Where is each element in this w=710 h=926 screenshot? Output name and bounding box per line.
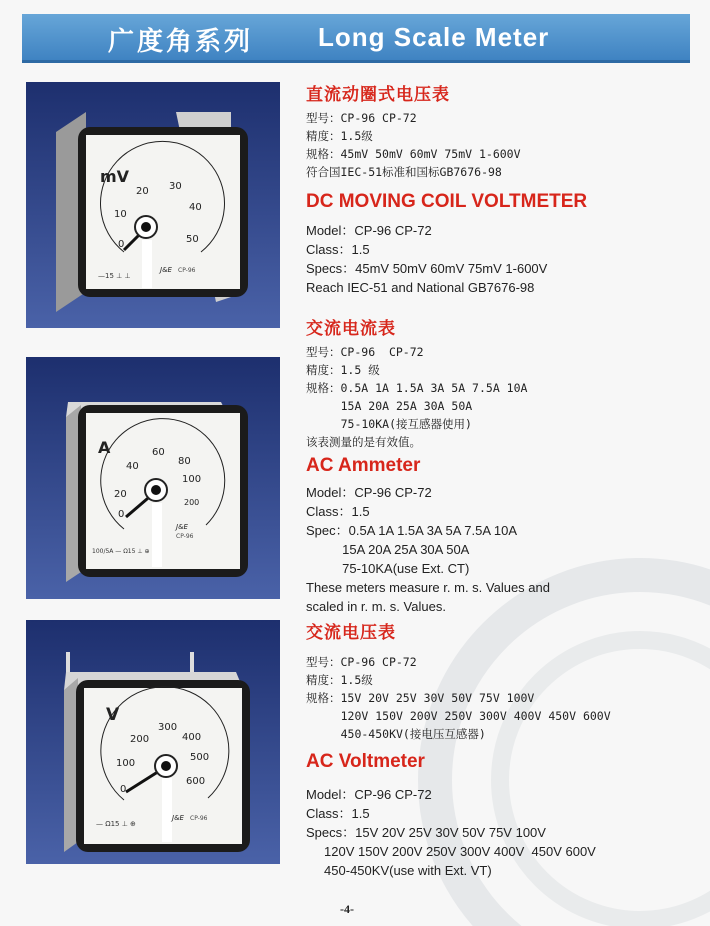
meter-scale-label: 30 [169, 181, 182, 192]
spec-line-en: Model：CP-96 CP-72 [306, 485, 432, 500]
spec-line-en: Class：1.5 [306, 504, 370, 519]
spec-line-en: Class：1.5 [306, 806, 370, 821]
meter-scale-label: 600 [186, 776, 206, 787]
section-title-cn: 交流电流表 [306, 319, 396, 339]
section-ac-ammeter [306, 314, 550, 616]
meter-photo-ac-voltmeter [26, 620, 280, 864]
spec-line-en: 15A 20A 25A 30A 50A [306, 542, 470, 557]
spec-line-cn: 精度：1.5级 [306, 673, 373, 687]
spec-line-cn: 120V 150V 200V 250V 300V 400V 450V 600V [306, 709, 611, 723]
meter-brand: J&E [160, 266, 172, 274]
spec-line-en: Model：CP-96 CP-72 [306, 787, 432, 802]
meter-scale-label: 100 [182, 474, 202, 485]
meter-photo-ac-ammeter [26, 357, 280, 599]
meter-model-mark: CP-96 [178, 267, 196, 274]
meter-unit-label: mV [100, 167, 130, 186]
meter-foot-marks: — Ω15 ⊥ ⊕ [96, 820, 136, 828]
section-title-cn: 交流电压表 [306, 623, 396, 643]
spec-line-cn: 规格：45mV 50mV 60mV 75mV 1-600V [306, 147, 521, 161]
meter-scale-label: 40 [189, 202, 202, 213]
meter-scale-label: 60 [152, 447, 165, 458]
spec-line-cn: 规格：0.5A 1A 1.5A 3A 5A 7.5A 10A [306, 381, 528, 395]
meter-scale-label: 0 [120, 784, 127, 795]
meter-scale-label: 200 [184, 498, 200, 507]
meter-foot-marks: 100/5A — Ω15 ⊥ ⊕ [92, 548, 150, 555]
page-header [22, 14, 690, 63]
spec-line-en: Spec：0.5A 1A 1.5A 3A 5A 7.5A 10A [306, 523, 518, 538]
spec-line-cn: 型号：CP-96 CP-72 [306, 345, 424, 359]
meter-unit-label: A [98, 438, 111, 457]
meter-scale-label: 100 [116, 758, 136, 769]
meter-foot-marks: —15 ⊥ ⊥ [98, 272, 131, 280]
meter-scale-label: 400 [182, 732, 202, 743]
header-title-cn: 广度角系列 [108, 27, 254, 57]
spec-line-en: 120V 150V 200V 250V 300V 400V 450V 600V [306, 844, 596, 859]
meter-scale-label: 500 [190, 752, 210, 763]
spec-line-en: Specs：45mV 50mV 60mV 75mV 1-600V [306, 261, 548, 276]
spec-line-cn: 75-10KA(接互感器使用) [306, 417, 472, 431]
meter-scale-label: 0 [118, 239, 125, 250]
meter-brand: J&E [176, 523, 188, 531]
spec-line-en: Specs：15V 20V 25V 30V 50V 75V 100V [306, 825, 546, 840]
spec-line-cn: 规格：15V 20V 25V 30V 50V 75V 100V [306, 691, 535, 705]
section-ac-voltmeter [306, 618, 611, 880]
meter-scale-label: 80 [178, 456, 191, 467]
header-title-en: Long Scale Meter [318, 22, 550, 52]
section-title-en: AC Ammeter [306, 455, 421, 476]
meter-model-mark: CP-96 [176, 533, 194, 540]
section-title-cn: 直流动圈式电压表 [306, 85, 450, 105]
spec-line-en: These meters measure r. m. s. Values and [306, 580, 550, 595]
spec-line-en: scaled in r. m. s. Values. [306, 599, 446, 614]
spec-line-en: 450-450KV(use with Ext. VT) [306, 863, 492, 878]
meter-scale-label: 200 [130, 734, 150, 745]
spec-line-cn: 型号：CP-96 CP-72 [306, 111, 417, 125]
meter-photo-dc-voltmeter [26, 82, 280, 328]
spec-line-cn: 符合国IEC-51标准和国标GB7676-98 [306, 165, 502, 179]
meter-unit-label: V [106, 705, 120, 725]
meter-scale-label: 10 [114, 209, 127, 220]
meter-scale-label: 40 [126, 461, 139, 472]
spec-line-cn: 型号：CP-96 CP-72 [306, 655, 417, 669]
page-number: -4- [340, 902, 354, 916]
spec-line-en: Reach IEC-51 and National GB7676-98 [306, 280, 535, 295]
meter-model-mark: CP-96 [190, 815, 208, 822]
section-title-en: DC MOVING COIL VOLTMETER [306, 191, 588, 212]
section-title-en: AC Voltmeter [306, 751, 425, 772]
spec-line-cn: 15A 20A 25A 30A 50A [306, 399, 473, 413]
spec-line-cn: 450-450KV(接电压互感器) [306, 727, 486, 741]
spec-line-en: Model：CP-96 CP-72 [306, 223, 432, 238]
spec-line-cn: 精度：1.5 级 [306, 363, 380, 377]
spec-line-cn: 精度：1.5级 [306, 129, 373, 143]
meter-scale-label: 50 [186, 234, 199, 245]
meter-scale-label: 300 [158, 722, 178, 733]
spec-line-en: Class：1.5 [306, 242, 370, 257]
spec-line-cn: 该表测量的是有效值。 [306, 435, 421, 449]
meter-scale-label: 20 [114, 489, 127, 500]
meter-scale-label: 20 [136, 186, 149, 197]
meter-scale-label: 0 [118, 509, 125, 520]
meter-brand: J&E [172, 814, 184, 822]
spec-line-en: 75-10KA(use Ext. CT) [306, 561, 470, 576]
section-dc-voltmeter [306, 80, 587, 297]
